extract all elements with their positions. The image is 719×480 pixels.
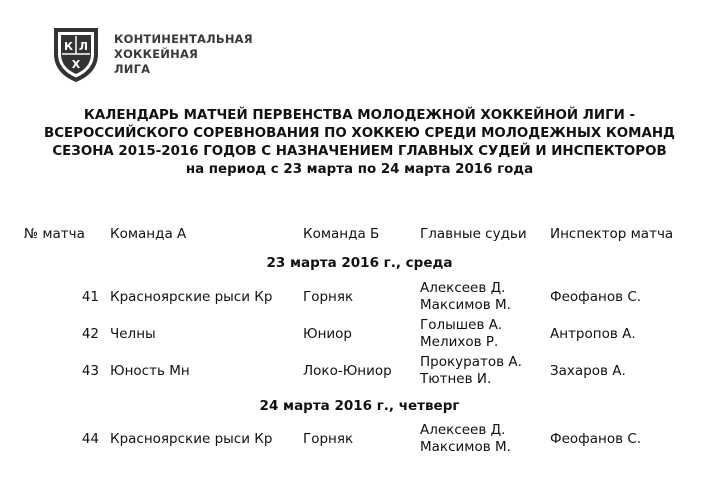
team-a: Челны (110, 326, 156, 342)
title-period: на период с 23 марта по 24 марта 2016 года (185, 162, 534, 177)
match-number: 42 (81, 326, 99, 342)
header-inspector: Инспектор матча (550, 226, 674, 242)
referee-2: Максимов М. (420, 297, 511, 313)
referee-2: Мелихов Р. (420, 334, 499, 350)
referee-2: Максимов М. (420, 439, 511, 455)
logo-line-3: ЛИГА (114, 62, 151, 76)
date-heading: 23 марта 2016 г., среда (266, 255, 453, 271)
team-b: Горняк (303, 431, 354, 447)
logo-line-1: КОНТИНЕНТАЛЬНАЯ (114, 32, 253, 46)
team-b: Горняк (303, 289, 354, 305)
referee-2: Тютнев И. (420, 371, 492, 387)
header-match-number: № матча (24, 226, 85, 242)
header-team-b: Команда Б (303, 226, 380, 242)
referee-1: Голышев А. (420, 317, 503, 333)
header-referees: Главные судьи (420, 226, 527, 242)
logo-letter-k: К (64, 40, 73, 53)
logo-letter-l: Л (78, 40, 89, 53)
logo-wordmark (114, 32, 253, 77)
inspector: Антропов А. (550, 326, 636, 342)
inspector: Феофанов С. (550, 431, 642, 447)
match-number: 43 (81, 363, 99, 379)
header-team-a: Команда А (110, 226, 187, 242)
match-number: 41 (81, 289, 99, 305)
referee-1: Алексеев Д. (420, 280, 506, 296)
logo-letter-kh: Х (71, 58, 81, 71)
team-a: Красноярские рыси Кр (110, 289, 273, 305)
team-b: Юниор (303, 326, 353, 342)
inspector: Захаров А. (550, 363, 626, 379)
title-line-1: КАЛЕНДАРЬ МАТЧЕЙ ПЕРВЕНСТВА МОЛОДЕЖНОЙ ХОККЕЙНОЙ ЛИГИ - (83, 108, 636, 123)
team-a: Юность Мн (110, 363, 190, 379)
team-b: Локо-Юниор (303, 363, 392, 379)
referee-1: Алексеев Д. (420, 422, 506, 438)
match-number: 44 (81, 431, 99, 447)
date-heading: 24 марта 2016 г., четверг (259, 398, 460, 414)
document-title (0, 107, 719, 179)
referee-1: Прокуратов А. (420, 354, 522, 370)
title-line-3: СЕЗОНА 2015-2016 ГОДОВ С НАЗНАЧЕНИЕМ ГЛАВНЫХ СУДЕЙ И ИНСПЕКТОРОВ (52, 144, 667, 159)
title-line-2: ВСЕРОССИЙСКОГО СОРЕВНОВАНИЯ ПО ХОККЕЮ СРЕДИ МОЛОДЕЖНЫХ КОМАНД (44, 126, 675, 141)
khl-emblem-icon (50, 24, 102, 84)
khl-logo (50, 24, 270, 88)
inspector: Феофанов С. (550, 289, 642, 305)
logo-line-2: ХОККЕЙНАЯ (114, 47, 199, 61)
team-a: Красноярские рыси Кр (110, 431, 273, 447)
